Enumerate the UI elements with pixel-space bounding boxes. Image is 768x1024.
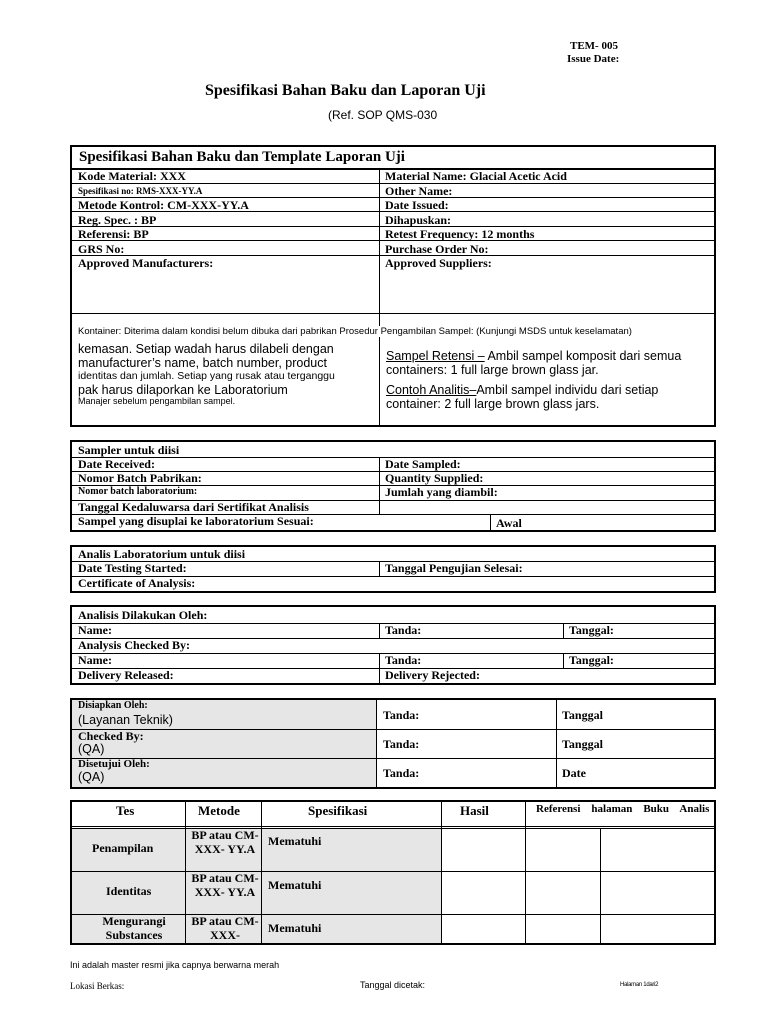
issue-date-label: Issue Date: [567,53,620,65]
lab-batch-no: Nomor batch laboratorium: [78,486,198,497]
approved-by: Disetujui Oleh: [78,758,150,770]
method-reducing-substances: BP atau CM-XXX- [191,914,259,942]
delivery-released: Delivery Released: [78,668,174,682]
approved-by-dept: (QA) [78,770,105,784]
prepared-signature: Tanda: [383,708,420,722]
approved-date: Date [562,766,586,780]
master-note: Ini adalah master resmi jika capnya berwarna merah [70,960,280,970]
certificate-of-analysis: Certificate of Analysis: [78,576,196,590]
sop-reference: (Ref. SOP QMS-030 [328,108,438,122]
quantity-taken: Jumlah yang diambil: [385,485,498,499]
date-received: Date Received: [78,457,155,471]
checked-date: Tanggal [562,737,603,751]
col-reference: Referensi halaman Buku Analis [536,803,710,815]
retention-sample-label: Sampel Retensi – [386,349,485,363]
analysis-checked-by: Analysis Checked By: [78,638,191,652]
checked-by-dept: (QA) [78,742,105,756]
spec-reducing-substances: Mematuhi [268,921,322,935]
analyst-name: Name: [78,623,112,637]
test-identity: Identitas [106,884,152,898]
date-testing-started: Date Testing Started: [78,561,187,575]
sample-supplied-conform: Sampel yang disuplai ke laboratorium Sesuai: [78,514,314,528]
container-text-5: Manajer sebelum pengambilan sampel. [78,396,236,406]
method-appearance: BP atau CM-XXX- YY.A [191,828,259,856]
printed-date: Tanggal dicetak: [360,980,426,990]
col-tes: Tes [116,803,135,818]
retention-sample-text: Ambil sampel komposit dari semua [484,349,682,363]
retest-frequency: Retest Frequency: 12 months [385,227,535,241]
container-text-2: manufacturer’s name, batch number, product [78,356,327,370]
analytic-containers: container: 2 full large brown glass jars. [386,397,600,411]
reg-spec: Reg. Spec. : BP [78,212,157,227]
prepared-by-dept: (Layanan Teknik) [78,713,173,727]
dihapuskan: Dihapuskan: [385,212,452,227]
initial: Awal [496,516,522,530]
expiry-date-coa: Tanggal Kedaluwarsa dari Sertifikat Analisis [78,500,309,514]
container-text-4: pak harus dilaporkan ke Laboratorium [78,383,288,397]
approved-manufacturers: Approved Manufacturers: [78,256,214,270]
date-issued: Date Issued: [385,198,449,212]
spec-appearance: Mematuhi [268,834,322,848]
checker-date: Tanggal: [569,653,614,667]
analysis-box [70,605,716,685]
col-metode: Metode [198,803,240,818]
approved-suppliers: Approved Suppliers: [385,256,492,270]
control-method: Metode Kontrol: CM-XXX-YY.A [78,198,249,212]
prepared-date: Tanggal [562,708,603,722]
container-text-3: identitas dan jumlah. Setiap yang rusak atau terganggu [78,370,335,382]
spec-title: Spesifikasi Bahan Baku dan Template Laporan Uji [79,149,405,165]
manufacturer-batch-no: Nomor Batch Pabrikan: [78,471,202,485]
spec-identity: Mematuhi [268,878,322,892]
sampler-title: Sampler untuk diisi [78,443,180,457]
file-location: Lokasi Berkas: [70,981,125,991]
col-hasil: Hasil [460,803,489,818]
col-spesifikasi: Spesifikasi [308,803,368,818]
checked-by: Checked By: [78,729,144,743]
analytic-sample-label: Contoh Analitis– [386,383,477,397]
lab-title: Analis Laboratorium untuk diisi [78,547,246,561]
method-identity: BP atau CM-XXX- YY.A [191,871,259,899]
delivery-rejected: Delivery Rejected: [385,668,480,682]
spec-no: Spesifikasi no: RMS-XXX-YY.A [78,185,203,196]
analysis-performed-by: Analisis Dilakukan Oleh: [78,608,208,622]
purchase-order-no: Purchase Order No: [385,241,489,256]
container-text-1: kemasan. Setiap wadah harus dilabeli dengan [78,342,334,356]
checker-signature: Tanda: [385,653,422,667]
material-name: Material Name: Glacial Acetic Acid [385,169,567,183]
page-number: Halaman 1dari2 [620,982,659,988]
analyst-signature: Tanda: [385,623,422,637]
material-code: Kode Material: XXX [78,169,186,183]
sampler-box [70,440,716,532]
approval-box [70,698,716,789]
testing-finished-date: Tanggal Pengujian Selesai: [385,561,523,575]
tests-table [70,800,716,945]
checker-name: Name: [78,653,112,667]
analyst-date: Tanggal: [569,623,614,637]
prepared-by: Disiapkan Oleh: [78,700,148,711]
quantity-supplied: Quantity Supplied: [385,471,484,485]
approved-signature: Tanda: [383,766,420,780]
analytic-sample [386,383,658,397]
doc-code: TEM- 005 [570,40,618,52]
spec-box [70,145,716,427]
lab-analyst-box [70,545,716,593]
grs-no: GRS No: [78,241,125,256]
analytic-sample-text: Ambil sampel individu dari setiap [476,383,659,397]
other-name: Other Name: [385,183,453,198]
date-sampled: Date Sampled: [385,457,461,471]
retention-containers: containers: 1 full large brown glass jar. [386,363,599,377]
container-line: Kontainer: Diterima dalam kondisi belum dibuka dari pabrikan Prosedur Pengambilan Sampel: (Kunjungi MSDS untuk keselamatan) [78,326,708,337]
page-title: Spesifikasi Bahan Baku dan Laporan Uji [205,82,486,99]
retention-sample [386,349,681,363]
test-reducing-substances: Mengurangi Substances [102,914,166,942]
test-appearance: Penampilan [92,841,154,855]
checked-signature: Tanda: [383,737,420,751]
reference: Referensi: BP [78,227,149,241]
